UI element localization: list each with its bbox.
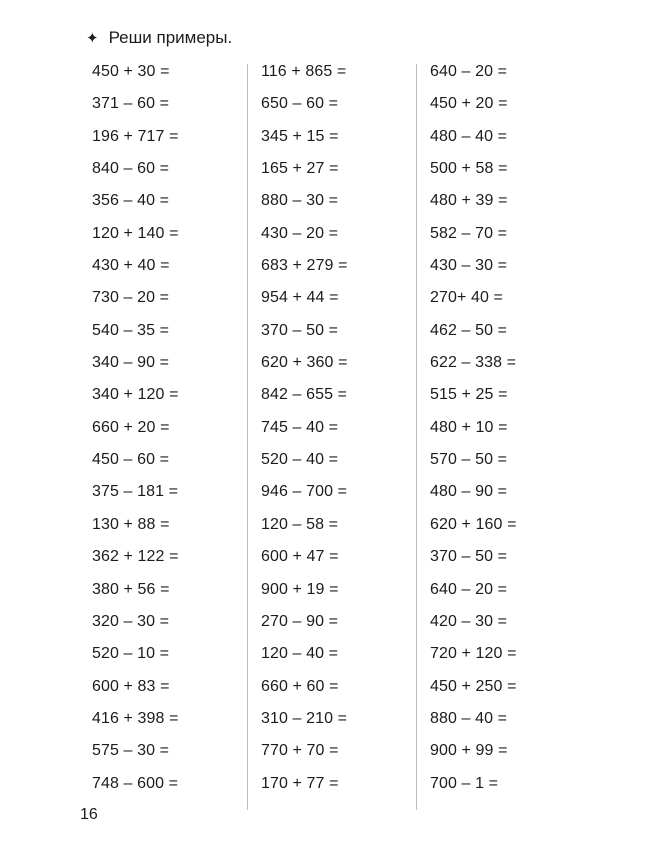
math-example: 356 – 40 = xyxy=(92,192,170,210)
math-example: 770 + 70 = xyxy=(261,742,339,760)
math-example: 375 – 181 = xyxy=(92,483,179,501)
math-example: 120 + 140 = xyxy=(92,224,179,242)
math-example: 196 + 717 = xyxy=(92,127,179,145)
math-example: 120 – 40 = xyxy=(261,645,339,663)
examples-column-3 xyxy=(430,56,517,800)
four-pointed-star-icon: ✦ xyxy=(86,30,99,47)
math-example: 270 – 90 = xyxy=(261,612,339,630)
math-example: 570 – 50 = xyxy=(430,451,508,469)
math-example: 720 + 120 = xyxy=(430,645,517,663)
math-example: 120 – 58 = xyxy=(261,515,339,533)
math-example: 900 + 99 = xyxy=(430,742,508,760)
math-example: 270+ 40 = xyxy=(430,289,503,307)
math-example: 416 + 398 = xyxy=(92,709,179,727)
math-example: 500 + 58 = xyxy=(430,160,508,178)
math-example: 515 + 25 = xyxy=(430,386,508,404)
math-example: 842 – 655 = xyxy=(261,386,348,404)
math-example: 480 – 40 = xyxy=(430,127,508,145)
math-example: 622 – 338 = xyxy=(430,354,517,372)
math-example: 600 + 83 = xyxy=(92,677,170,695)
math-example: 450 – 60 = xyxy=(92,451,170,469)
page-number: 16 xyxy=(80,806,98,823)
math-example: 650 – 60 = xyxy=(261,95,339,113)
math-example: 540 – 35 = xyxy=(92,321,170,339)
exercise-header xyxy=(86,28,232,48)
math-example: 480 + 39 = xyxy=(430,192,508,210)
math-example: 683 + 279 = xyxy=(261,257,348,275)
math-example: 462 – 50 = xyxy=(430,321,508,339)
exercise-title: Реши примеры. xyxy=(108,28,233,47)
math-example: 310 – 210 = xyxy=(261,709,348,727)
math-example: 430 + 40 = xyxy=(92,257,170,275)
column-divider xyxy=(247,64,248,810)
math-example: 520 – 10 = xyxy=(92,645,170,663)
examples-column-1 xyxy=(92,56,179,800)
math-example: 620 + 160 = xyxy=(430,515,517,533)
math-example: 450 + 20 = xyxy=(430,95,508,113)
math-example: 620 + 360 = xyxy=(261,354,348,372)
math-example: 575 – 30 = xyxy=(92,742,170,760)
math-example: 480 + 10 = xyxy=(430,418,508,436)
math-example: 748 – 600 = xyxy=(92,774,179,792)
math-example: 660 + 20 = xyxy=(92,418,170,436)
math-example: 370 – 50 = xyxy=(430,548,508,566)
math-example: 840 – 60 = xyxy=(92,160,170,178)
math-example: 430 – 20 = xyxy=(261,224,339,242)
math-example: 640 – 20 = xyxy=(430,63,508,80)
math-example: 520 – 40 = xyxy=(261,451,339,469)
math-example: 130 + 88 = xyxy=(92,515,170,533)
examples-grid xyxy=(0,56,645,810)
math-example: 371 – 60 = xyxy=(92,95,170,113)
math-example: 900 + 19 = xyxy=(261,580,339,598)
math-example: 362 + 122 = xyxy=(92,548,179,566)
math-example: 480 – 90 = xyxy=(430,483,508,501)
math-example: 700 – 1 = xyxy=(430,774,499,792)
math-example: 340 + 120 = xyxy=(92,386,179,404)
math-example: 420 – 30 = xyxy=(430,612,508,630)
math-example: 380 + 56 = xyxy=(92,580,170,598)
math-example: 880 – 30 = xyxy=(261,192,339,210)
column-divider xyxy=(416,64,417,810)
math-example: 170 + 77 = xyxy=(261,774,339,792)
math-example: 880 – 40 = xyxy=(430,709,508,727)
math-example: 745 – 40 = xyxy=(261,418,339,436)
math-example: 165 + 27 = xyxy=(261,160,339,178)
math-example: 345 + 15 = xyxy=(261,127,339,145)
math-example: 954 + 44 = xyxy=(261,289,339,307)
math-example: 946 – 700 = xyxy=(261,483,348,501)
math-example: 582 – 70 = xyxy=(430,224,508,242)
math-example: 450 + 30 = xyxy=(92,63,170,80)
math-example: 640 – 20 = xyxy=(430,580,508,598)
math-example: 340 – 90 = xyxy=(92,354,170,372)
examples-column-2 xyxy=(261,56,348,800)
math-example: 370 – 50 = xyxy=(261,321,339,339)
math-example: 430 – 30 = xyxy=(430,257,508,275)
math-example: 320 – 30 = xyxy=(92,612,170,630)
math-example: 730 – 20 = xyxy=(92,289,170,307)
math-example: 450 + 250 = xyxy=(430,677,517,695)
math-example: 660 + 60 = xyxy=(261,677,339,695)
math-example: 116 + 865 = xyxy=(261,63,347,80)
math-example: 600 + 47 = xyxy=(261,548,339,566)
